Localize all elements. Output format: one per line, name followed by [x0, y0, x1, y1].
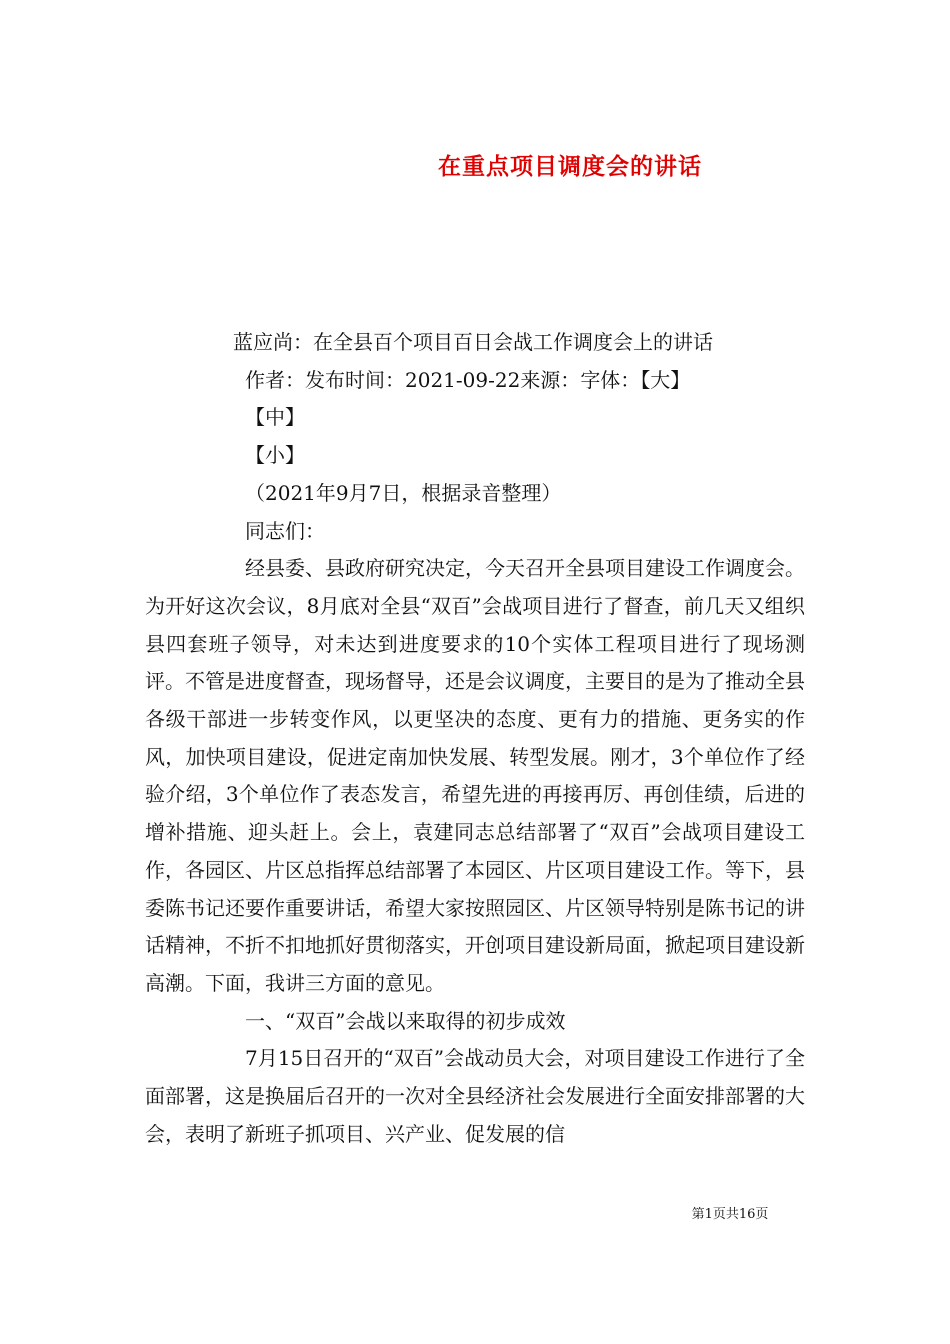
font-label: 字体： [580, 367, 641, 392]
font-size-small-link[interactable]: 【小】 [245, 443, 305, 468]
font-size-medium-line [145, 399, 805, 437]
meta-line [145, 362, 805, 400]
salutation: 同志们： [245, 518, 325, 543]
font-size-large-link[interactable]: 【大】 [640, 367, 691, 392]
section-heading: 一、“双百”会战以来取得的初步成效 [245, 1008, 566, 1033]
publish-date: 2021-09-22 [405, 367, 521, 392]
recording-note: （2021年9月7日，根据录音整理） [245, 480, 562, 505]
publish-label: 发布时间： [305, 367, 405, 392]
font-size-medium-link[interactable]: 【中】 [245, 405, 305, 430]
page-title: 在重点项目调度会的讲话 [438, 153, 702, 181]
font-size-small-line [145, 437, 805, 475]
intro-paragraph: 经县委、县政府研究决定，今天召开全县项目建设工作调度会。为开好这次会议，8月底对全县“双百”会战项目进行了督查，前几天又组织县四套班子领导，对未达到进度要求的10个实体工程项目进行了现场测评。不管是进度督查，现场督导，还是会议调度，主要目的是为了推动全县各级干部进一步转变作风，以更坚决的态度、更有力的措施、更务实的作风，加快项目建设，促进定南加快发展、转型发展。刚才，3个单位作了经验介绍，3个单位作了表态发言，希望先进的再接再厉、再创佳绩，后进的增补措施、迎头赶上。会上，袁建同志总结部署了“双百”会战项目建设工作，各园区、片区总指挥总结部署了本园区、片区项目建设工作。等下，县委陈书记还要作重要讲话，希望大家按照园区、片区领导特别是陈书记的讲话精神，不折不扣地抓好贯彻落实，开创项目建设新局面，掀起项目建设新高潮。下面，我讲三方面的意见。 [145, 556, 805, 995]
page-number: 第1页共16页 [691, 1207, 769, 1222]
section-paragraph: 7月15日召开的“双百”会战动员大会，对项目建设工作进行了全面部署，这是换届后召开的一次对全县经济社会发展进行全面安排部署的大会，表明了新班子抓项目、兴产业、促发展的信 [145, 1046, 805, 1146]
source-label: 来源： [520, 367, 581, 392]
author-label: 作者： [245, 367, 305, 392]
subtitle: 蓝应尚：在全县百个项目百日会战工作调度会上的讲话 [233, 330, 713, 354]
document-body [145, 324, 805, 1153]
